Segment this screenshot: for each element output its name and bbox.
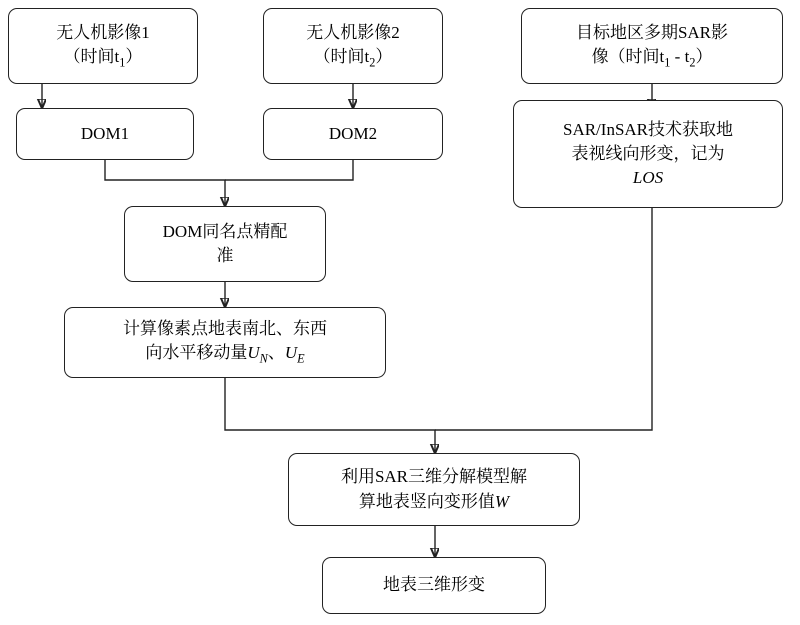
node-dom1: [16, 108, 194, 160]
node-sar-multitemporal-line1: 目标地区多期SAR影: [575, 22, 729, 42]
node-uav-image-1-text: 无人机影像1 （时间$t_1$）: [56, 22, 150, 70]
node-dom-tiepoint-matching-line2: 准: [216, 246, 234, 265]
edge-dom2-match: [225, 160, 353, 180]
node-3d-decomposition-text: 利用SAR三维分解模型解 算地表竖向变形值W: [340, 467, 528, 511]
node-horizontal-displacement-line1: 计算像素点地表南北、东西: [123, 319, 327, 339]
node-dom2-label: DOM2: [328, 123, 378, 143]
node-3d-decomposition-line1: 利用SAR三维分解模型解: [340, 467, 528, 487]
node-3d-decomposition: [288, 453, 580, 526]
node-dom-tiepoint-matching-line1: DOM同名点精配: [162, 221, 288, 241]
node-uav-image-2: [263, 8, 443, 84]
node-uav-image-1-line1: 无人机影像1: [56, 22, 150, 42]
node-uav-image-1: [8, 8, 198, 84]
node-insar-los: [513, 100, 783, 208]
node-insar-los-line2: 表视线向形变，记为: [571, 143, 725, 163]
node-uav-image-2-text: 无人机影像2 （时间$t_2$）: [306, 22, 400, 70]
node-insar-los-text: [520, 118, 776, 190]
node-uav-image-2-line1: 无人机影像2: [306, 22, 400, 42]
edge-dom1-match: [105, 160, 225, 206]
node-result-3d-deformation: [322, 557, 546, 614]
node-horizontal-displacement-text: 计算像素点地表南北、东西 向水平移动量$U_N$、$U_E$: [123, 319, 327, 366]
node-dom-tiepoint-matching-text: [131, 220, 319, 268]
node-dom-tiepoint-matching: [124, 206, 326, 282]
node-horizontal-displacement: [64, 307, 386, 378]
edge-horiz-decomp: [225, 378, 435, 453]
node-insar-los-line3: LOS: [632, 168, 664, 188]
edge-insar-decomp: [435, 208, 652, 430]
node-result-3d-deformation-label: 地表三维形变: [383, 575, 485, 595]
node-sar-multitemporal-text: 目标地区多期SAR影 像（时间$t_1 - t_2$）: [575, 22, 729, 70]
node-sar-multitemporal: [521, 8, 783, 84]
node-insar-los-line1: SAR/InSAR技术获取地: [562, 119, 734, 139]
node-dom1-label: DOM1: [80, 123, 130, 143]
node-dom2: [263, 108, 443, 160]
